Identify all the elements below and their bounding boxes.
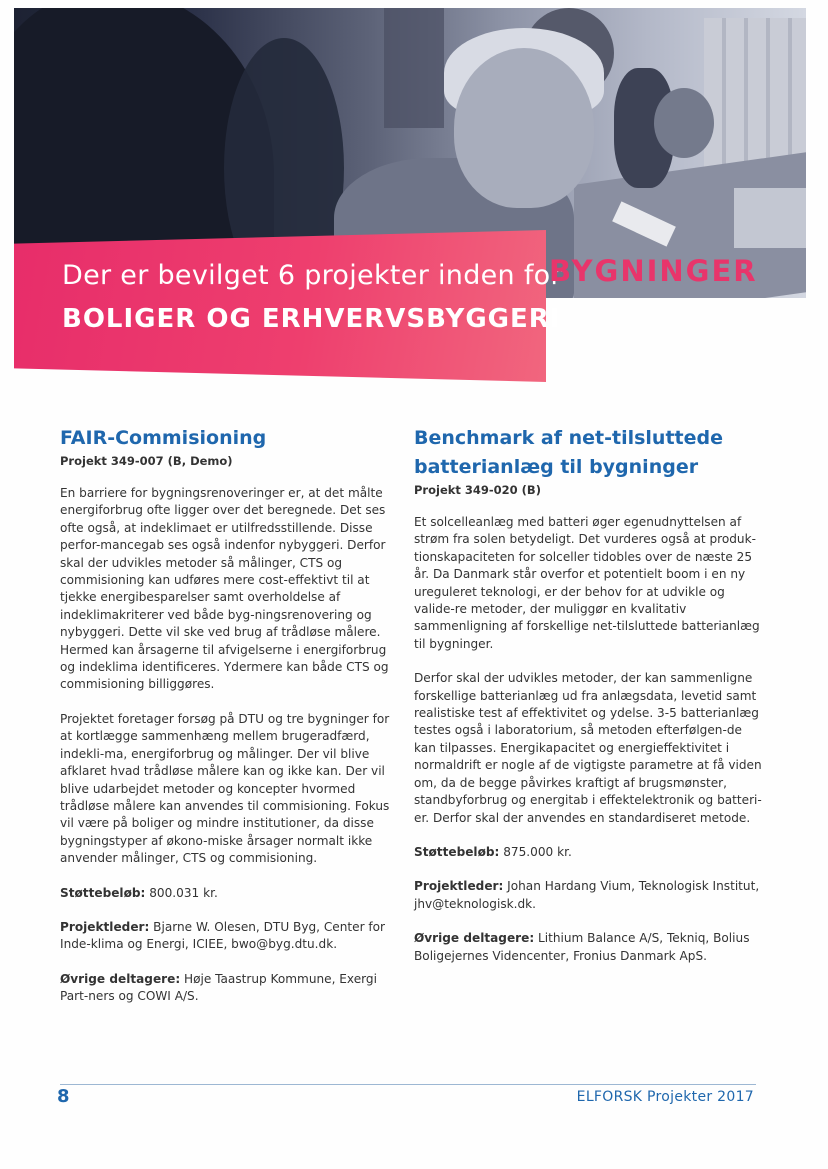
project-leader-line [60,919,398,954]
page-number: 8 [57,1086,70,1107]
article-benchmark-batterianlaeg [414,424,762,982]
project-leader-value: Bjarne W. Olesen, DTU Byg, Center for Inde-klima og Energi, ICIEE, bwo@byg.dtu.dk. [60,919,386,952]
other-participants-label: Øvrige deltagere: [60,971,181,986]
funding-value: 800.031 kr. [145,885,218,900]
funding-line [414,844,762,861]
article-title: FAIR-Commisioning [60,427,267,449]
funding-label: Støttebeløb: [414,844,500,859]
article-paragraph: Projektet foretager forsøg på DTU og tre bygninger for at kortlægge sammenhæng mellem brugeradfærd, indekli-ma, energiforbrug og målinger. Der vil blive afklaret hvad trådløse målere kan og ikke kan. Der vil blive udarbejdet metoder og koncepter hvormed trådløse målere kan anvendes til commisioning. Fokus vil være på boliger og mindre institutioner, da disse bygningstyper af økono-miske årsager normalt ikke anvender målinger, CTS og commisioning. [60,711,390,866]
project-leader-line [414,878,762,913]
section-label: BYGNINGER [549,254,758,288]
article-paragraph: Derfor skal der udvikles metoder, der kan sammenligne forskellige batterianlæg ud fra anlægsdata, levetid samt realistiske test af effektivitet og ydelse. 3-5 batterianlæg testes også i laboratorium, så metoden efterfølgen-de kan tilpasses. Energikapacitet og energieffektivitet i normaldrift er nogle af de vigtigste parametre at få viden om, da de begge påvirkes kraftigt af brugsmønster, standbyforbrug og energitab i effektelektronik og batteri-er. Derfor skal der anvendes en standardiseret metode. [414,671,762,825]
project-number: Projekt 349-007 (B, Demo) [60,454,233,468]
article-paragraph: Et solcelleanlæg med batteri øger egenudnyttelsen af strøm fra solen betydeligt. Det vurderes også at produk-tionskapaciteten for solceller tidobles over de næste 25 år. Da Danmark står overfor et potentielt boom i en ny ureguleret teknologi, er der behov for at udvikle og valide-re metoder, der muliggør en kvalitativ sammenligning af forskellige net-tilsluttede batterianlæg til bygninger. [414,515,760,651]
article-paragraph: En barriere for bygningsrenoveringer er, at det målte energiforbrug ofte ligger over det beregnede. Det ses ofte også, at indeklimaet er utilfredsstillende. Disse perfor-mancegab ses også indenfor nybyggeri. Derfor skal der udvikles metoder så målinger, CTS og commisioning kan udføres mere cost-effektivt til at tjekke energibesparelser samt overholdelse af indeklimakriterer ved både byg-ningsrenovering og nybyggeri. Dette vil ske ved brug af trådløse målere. Hermed kan årsagerne til afvigelserne i energiforbrug og indeklima identificeres. Ydermere kan både CTS og commisioning billiggøres. [60,486,389,692]
other-participants-value: Lithium Balance A/S, Tekniq, Bolius Boligejernes Videncenter, Fronius Danmark ApS. [414,931,750,963]
footer-divider [60,1084,756,1085]
project-leader-value: Johan Hardang Vium, Teknologisk Institut, jhv@teknologisk.dk. [414,879,760,911]
project-leader-label: Projektleder: [414,879,504,894]
publication-name: ELFORSK Projekter 2017 [576,1089,754,1105]
funding-line [60,885,398,902]
other-participants-line [60,971,398,1006]
article-fair-commisioning [60,424,398,1023]
other-participants-label: Øvrige deltagere: [414,931,535,946]
other-participants-value: Høje Taastrup Kommune, Exergi Part-ners og COWI A/S. [60,971,377,1004]
project-leader-label: Projektleder: [60,919,150,934]
funding-label: Støttebeløb: [60,885,146,900]
other-participants-line [414,930,762,965]
project-number: Projekt 349-020 (B) [414,483,541,497]
article-title: Benchmark af net-tilsluttede batterianlæg til bygninger [414,427,724,478]
banner-heading: BOLIGER OG ERHVERVSBYGGERI [62,304,561,334]
funding-value: 875.000 kr. [499,844,572,859]
banner-intro-text: Der er bevilget 6 projekter inden for [62,260,562,291]
